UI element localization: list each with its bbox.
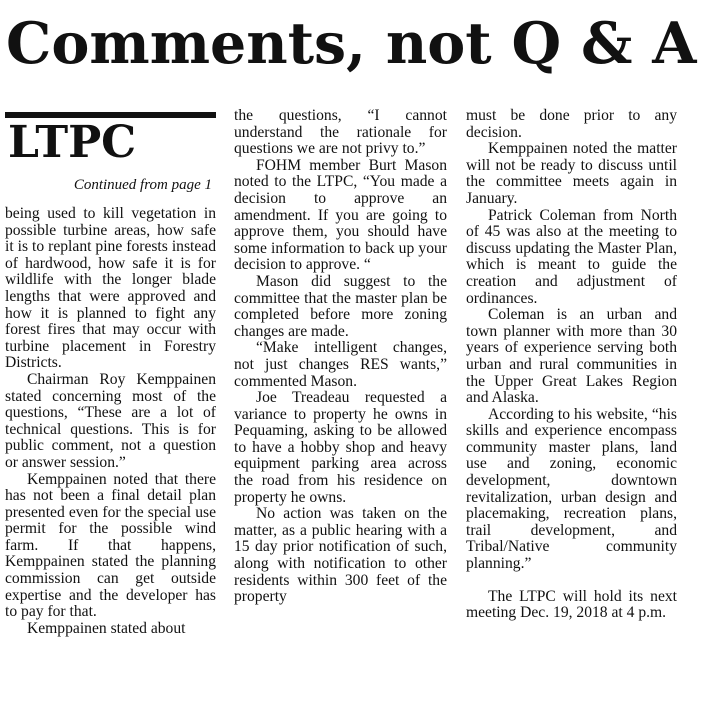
paragraph: Kemppainen noted the matter will not be ready to discuss until the committee meets again in January. <box>466 140 677 207</box>
paragraph: Kemppainen noted that there has not been a final detail plan presented even for the special use permit for the possible wind farm. If that happens, Kemppainen stated the planning commission can get outside expertise and the developer has to pay for that. <box>5 470 216 621</box>
article-column-1 <box>5 206 216 637</box>
kicker: LTPC <box>8 117 137 168</box>
paragraph: the questions, “I cannot understand the rationale for questions we are not privy to.” <box>234 107 447 158</box>
paragraph: FOHM member Burt Mason noted to the LTPC, “You made a decision to approve an amendment. If you are going to approve them, you should have some information to back up your decision to approve. “ <box>234 156 447 274</box>
paragraph: Patrick Coleman from North of 45 was also at the meeting to discuss updating the Master Plan, which is meant to guide the creation and adjustment of ordinances. <box>466 206 677 307</box>
paragraph: Chairman Roy Kemppainen stated concerning most of the questions, “These are a lot of technical questions. This is for public comment, not a question or answer session.” <box>5 370 216 471</box>
article-column-2 <box>234 108 447 606</box>
paragraph: must be done prior to any decision. <box>466 107 677 141</box>
paragraph: Kemppainen stated about <box>27 619 186 637</box>
paragraph: The LTPC will hold its next meeting Dec. 19, 2018 at 4 p.m. <box>466 587 677 622</box>
paragraph: being used to kill vegetation in possible turbine areas, how safe it is to replant pine forests instead of hardwood, how safe it is for wildlife with the longer blade lengths that were approved and how it is planned to fight any forest fires that may occur with turbine placement in Forestry Districts. <box>5 205 216 372</box>
paragraph: “Make intelligent changes, not just changes RES wants,” commented Mason. <box>234 339 447 390</box>
paragraph: According to his website, “his skills and experience encompass community master plans, land use and zoning, economic development, downtown revitalization, urban design and placemaking, recreation plans, trail development, and Tribal/Native community planning.” <box>466 405 677 573</box>
paragraph: No action was taken on the matter, as a public hearing with a 15 day prior notification of such, along with notification to other residents within 300 feet of the property <box>234 505 447 606</box>
paragraph: Coleman is an urban and town planner with more than 30 years of experience serving both urban and rural communities in the Upper Great Lakes Region and Alaska. <box>466 306 677 407</box>
article-column-3 <box>466 108 677 622</box>
paragraph: Mason did suggest to the committee that the master plan be completed before more zoning changes are made. <box>234 272 447 340</box>
jump-line: Continued from page 1 <box>73 177 212 193</box>
paragraph: Joe Treadeau requested a variance to property he owns in Pequaming, asking to be allowed to have a hobby shop and heavy equipment parking area across the road from his residence on property he owns. <box>234 389 447 506</box>
headline: Comments, not Q & A <box>6 10 697 77</box>
